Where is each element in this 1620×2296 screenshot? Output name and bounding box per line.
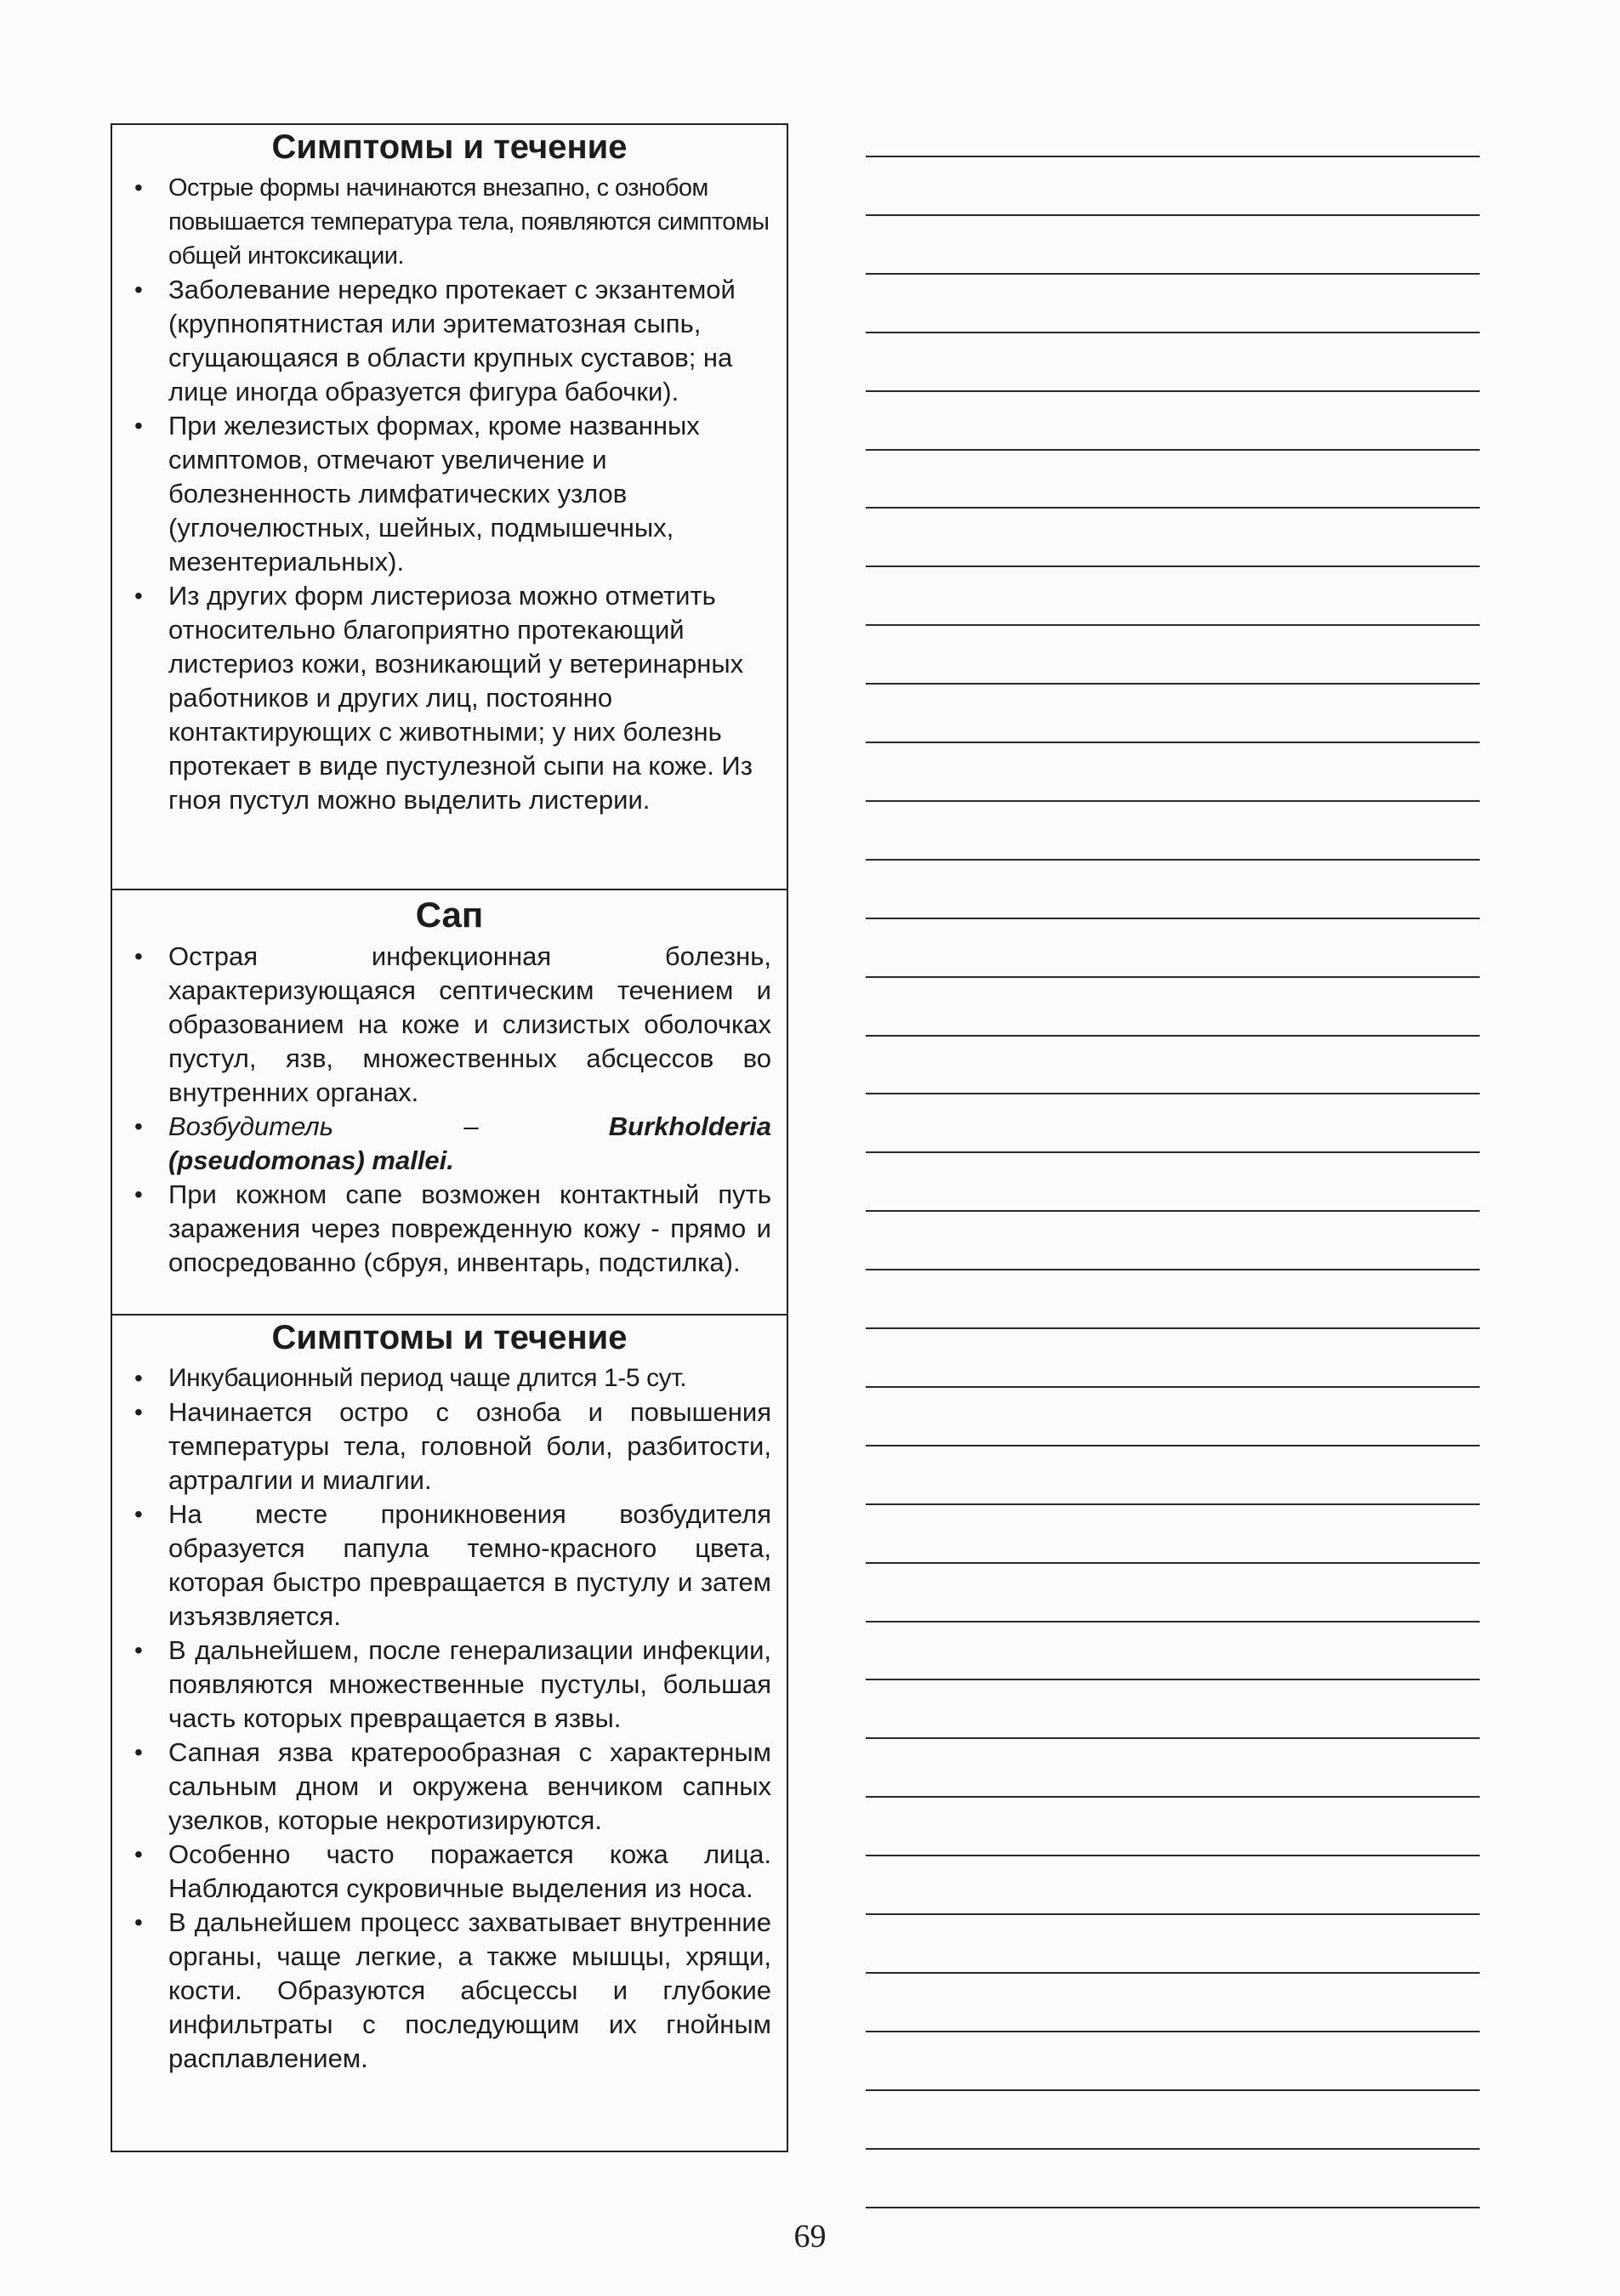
bullet-icon: • [134,1399,143,1425]
list-item: • В дальнейшем процесс захватывает внутренние органы, чаще легкие, а также мышцы, хрящи, кости. Образуются абсцессы и глубокие инфильтраты с последующим их гнойным расплавлением. [134,1907,771,2073]
note-line [866,214,1480,216]
note-line [866,565,1480,567]
note-line [866,800,1480,802]
list-item: • При кожном сапе возможен контактный путь заражения через поврежденную кожу - прямо и опосредованно (сбруя, инвентарь, подстилка). [134,1179,771,1277]
note-line [866,683,1480,685]
list-item: • В дальнейшем, после генерализации инфекции, появляются множественные пустулы, большая часть которых превращается в язвы. [134,1635,771,1733]
list-item-agent [122,1110,771,1178]
bullet-list [112,171,787,817]
note-line [866,976,1480,978]
page-number: 69 [793,2219,827,2254]
note-line [866,332,1480,333]
list-item: • Инкубационный период чаще длится 1-5 сут. [122,1361,771,1395]
note-line [866,1796,1480,1798]
notes-lines [866,0,1480,2177]
bullet-icon: • [134,174,143,201]
section-title: Симптомы и течение [271,128,628,166]
list-item: • Острая инфекционная болезнь, характеризующаяся септическим течением и образованием на коже и слизистых оболочках пустул, язв, множественных абсцессов во внутренних органах. [134,941,771,1107]
note-line [866,1035,1480,1037]
bullet-icon: • [134,1113,143,1139]
note-line [866,2031,1480,2032]
content-box [111,123,788,2152]
note-line [866,1327,1480,1329]
bullet-icon: • [134,1501,143,1527]
bullet-icon: • [134,1909,143,1935]
list-item: • Из других форм листериоза можно отметить относительно благоприятно протекающий листериоз кожи, возникающий у ветеринарных работников и других лиц, постоянно контактирующих с животными; у них болезнь протекает в виде пустулезной сыпи на коже. Из гноя пустул можно выделить листерии. [134,581,753,815]
note-line [866,449,1480,451]
note-line [866,918,1480,919]
note-line [866,1445,1480,1446]
note-line [866,273,1480,275]
note-line [866,742,1480,743]
bullet-icon: • [134,1365,143,1391]
note-line [866,1972,1480,1974]
list-item: • Сапная язва кратерообразная с характерным сальным дном и окружена венчиком сапных узелков, которые некротизируются. [134,1737,771,1835]
note-line [866,2207,1480,2208]
note-line [866,1679,1480,1680]
bullet-icon: • [134,583,143,609]
note-line [866,1269,1480,1270]
note-line [866,2089,1480,2091]
bullet-icon: • [134,943,143,969]
section-glanders-symptoms [112,1316,787,2151]
bullet-icon: • [134,1841,143,1867]
bullet-icon: • [134,276,143,303]
note-line [866,1737,1480,1739]
list-item: • На месте проникновения возбудителя образуется папула темно-красного цвета, которая быстро превращается в пустулу и затем изъязвляется. [134,1499,771,1631]
note-line [866,1855,1480,1856]
note-line [866,859,1480,861]
agent-label: Возбудитель [168,1111,334,1141]
list-item: • Острые формы начинаются внезапно, с ознобом повышается температура тела, появляются симптомы общей интоксикации. [122,171,771,273]
list-item: • Особенно часто поражается кожа лица. Наблюдаются сукровичные выделения из носа. [134,1839,771,1903]
note-line [866,1503,1480,1505]
agent-dash: – [463,1111,479,1141]
list-item: • Начинается остро с озноба и повышения температуры тела, головной боли, разбитости, артралгии и миалгии. [134,1397,771,1495]
note-line [866,1913,1480,1915]
note-line [866,624,1480,626]
note-line [866,1093,1480,1094]
section-listeriosis-symptoms [112,125,787,890]
bullet-icon: • [134,1637,143,1663]
bullet-icon: • [134,1181,143,1208]
section-title: Сап [415,895,484,935]
note-line [866,1210,1480,1212]
note-line [866,390,1480,392]
note-line [866,1621,1480,1623]
agent-name-genus: Burkholderia [608,1111,771,1141]
note-line [866,1151,1480,1153]
list-item: • Заболевание нередко протекает с экзантемой (крупнопятнистая или эритематозная сыпь, сгущающаяся в области крупных суставов; на лице иногда образуется фигура бабочки). [134,275,736,406]
note-line [866,1562,1480,1564]
note-line [866,1386,1480,1388]
note-line [866,156,1480,157]
section-title: Симптомы и течение [271,1319,628,1356]
bullet-list [112,940,787,1280]
list-item: • При железистых формах, кроме названных симптомов, отмечают увеличение и болезненность лимфатических узлов (углочелюстных, шейных, подмышечных, мезентериальных). [134,411,700,577]
bullet-icon: • [134,1739,143,1765]
note-line [866,2148,1480,2150]
bullet-list [112,1361,787,2076]
agent-name-species: (pseudomonas) mallei. [168,1145,454,1175]
note-line [866,507,1480,509]
section-glanders [112,890,787,1316]
bullet-icon: • [134,412,143,439]
